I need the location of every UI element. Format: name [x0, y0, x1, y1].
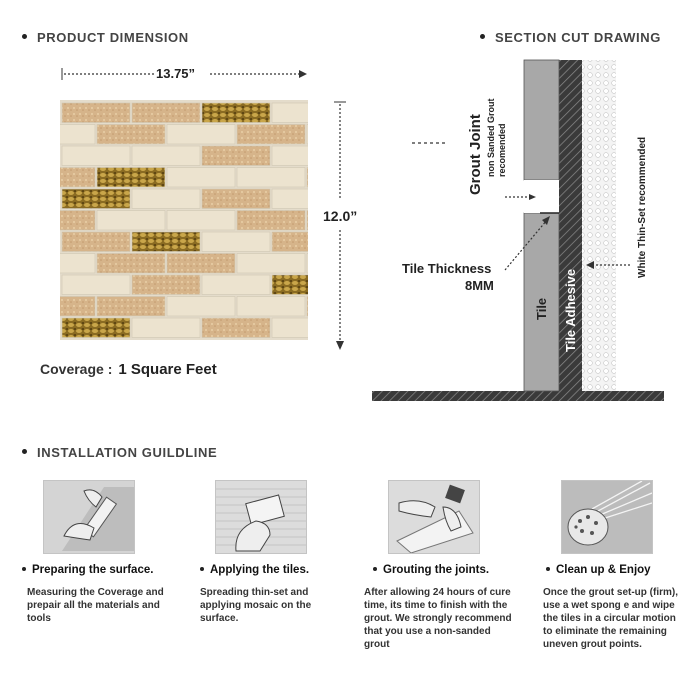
step-2-image	[215, 480, 307, 554]
mosaic-strip	[202, 189, 270, 209]
coverage-row	[40, 361, 217, 378]
bullet-icon	[200, 567, 204, 571]
step-1-title	[22, 564, 153, 576]
installation-title: INSTALLATION GUILDLINE	[37, 445, 218, 460]
mosaic-strip	[307, 125, 308, 145]
step-3-title-text: Grouting the joints.	[383, 564, 490, 576]
mosaic-strip	[272, 232, 308, 252]
mosaic-strip	[62, 189, 130, 209]
mosaic-strip	[62, 275, 130, 295]
mosaic-strip	[62, 146, 130, 166]
mosaic-strip	[202, 103, 270, 123]
mosaic-strip	[272, 189, 308, 209]
mosaic-strip	[60, 297, 95, 317]
mosaic-strip	[202, 318, 270, 338]
step-2-title-text: Applying the tiles.	[210, 564, 310, 576]
mosaic-strip	[132, 189, 200, 209]
grout-note-label: non Sanded Grout recomended	[486, 98, 507, 177]
mosaic-strip	[167, 297, 235, 317]
thinset-layer	[582, 60, 616, 391]
mosaic-strip	[97, 297, 165, 317]
mosaic-strip	[60, 211, 95, 231]
step-3-image	[388, 480, 480, 554]
thinset-note-label: White Thin-Set recommended	[637, 136, 648, 278]
mosaic-strip	[307, 168, 308, 188]
tile-thickness-value: 8MM	[465, 278, 494, 293]
product-dimension-heading	[22, 30, 189, 45]
section-cut-diagram	[370, 55, 670, 405]
mosaic-strip	[97, 168, 165, 188]
tile-thickness-label: Tile Thickness	[402, 261, 492, 276]
mosaic-strip	[132, 318, 200, 338]
height-dimension-arrow	[330, 100, 350, 355]
mosaic-strip	[167, 168, 235, 188]
mosaic-strip	[132, 232, 200, 252]
mosaic-strip	[237, 168, 305, 188]
mosaic-strip	[237, 211, 305, 231]
mosaic-strip	[202, 275, 270, 295]
installation-heading	[22, 445, 217, 460]
mosaic-strip	[307, 297, 308, 317]
step-4-title-text: Clean up & Enjoy	[556, 564, 651, 576]
mosaic-strip	[97, 254, 165, 274]
tile-upper	[524, 60, 559, 180]
mosaic-strip	[272, 275, 308, 295]
grout-joint-label: Grout Joint	[467, 114, 484, 195]
bullet-icon	[22, 449, 27, 454]
step-3-title	[373, 564, 489, 576]
width-label: 13.75”	[156, 66, 196, 81]
bullet-icon	[546, 567, 550, 571]
floor-slab	[372, 391, 664, 401]
step-2-description: Spreading thin-set and applying mosaic on the surface.	[200, 587, 312, 624]
mosaic-strip	[60, 254, 95, 274]
step-1-description: Measuring the Coverage and prepair all the materials and tools	[27, 587, 164, 624]
mosaic-strip	[132, 146, 200, 166]
mosaic-strip	[167, 254, 235, 274]
step-4-title	[546, 564, 651, 576]
bullet-icon	[22, 567, 26, 571]
product-dimension-title: PRODUCT DIMENSION	[37, 30, 189, 45]
tile-grid	[60, 103, 308, 338]
mosaic-strip	[272, 103, 308, 123]
mosaic-strip	[60, 168, 95, 188]
step-2-title	[200, 564, 309, 576]
tile-adhesive-label: Tile Adhesive	[563, 268, 578, 352]
step-4-description: Once the grout set-up (firm), use a wet spong e and wipe the tiles in a circular motion to eliminate the remaining uneven grout points.	[543, 587, 678, 650]
step-4-image	[561, 480, 653, 554]
mosaic-strip	[272, 146, 308, 166]
mosaic-strip	[237, 297, 305, 317]
height-label: 12.0”	[323, 208, 358, 224]
mosaic-strip	[60, 125, 95, 145]
coverage-value: 1 Square Feet	[118, 361, 217, 378]
mosaic-strip	[202, 232, 270, 252]
mosaic-strip	[167, 125, 235, 145]
mosaic-strip	[272, 318, 308, 338]
bullet-icon	[22, 34, 27, 39]
mosaic-strip	[132, 103, 200, 123]
mosaic-strip	[62, 318, 130, 338]
mosaic-strip	[132, 275, 200, 295]
bullet-icon	[480, 34, 485, 39]
mosaic-strip	[307, 211, 308, 231]
mosaic-strip	[237, 254, 305, 274]
section-cut-heading	[480, 30, 661, 45]
step-3-description: After allowing 24 hours of cure time, its time to finish with the grout. We strongly recommend that you use a non-sanded grout	[364, 587, 512, 650]
mosaic-strip	[202, 146, 270, 166]
mosaic-strip	[62, 232, 130, 252]
mosaic-strip	[167, 211, 235, 231]
bullet-icon	[373, 567, 377, 571]
step-1-title-text: Preparing the surface.	[32, 564, 154, 576]
mosaic-strip	[97, 125, 165, 145]
tile-label: Tile	[534, 297, 549, 320]
mosaic-strip	[97, 211, 165, 231]
mosaic-strip	[62, 103, 130, 123]
section-cut-title: SECTION CUT DRAWING	[495, 30, 661, 45]
mosaic-strip	[237, 125, 305, 145]
step-1-image	[43, 480, 135, 554]
mosaic-strip	[307, 254, 308, 274]
mosaic-tile-image	[60, 100, 308, 340]
coverage-label: Coverage :	[40, 361, 113, 377]
